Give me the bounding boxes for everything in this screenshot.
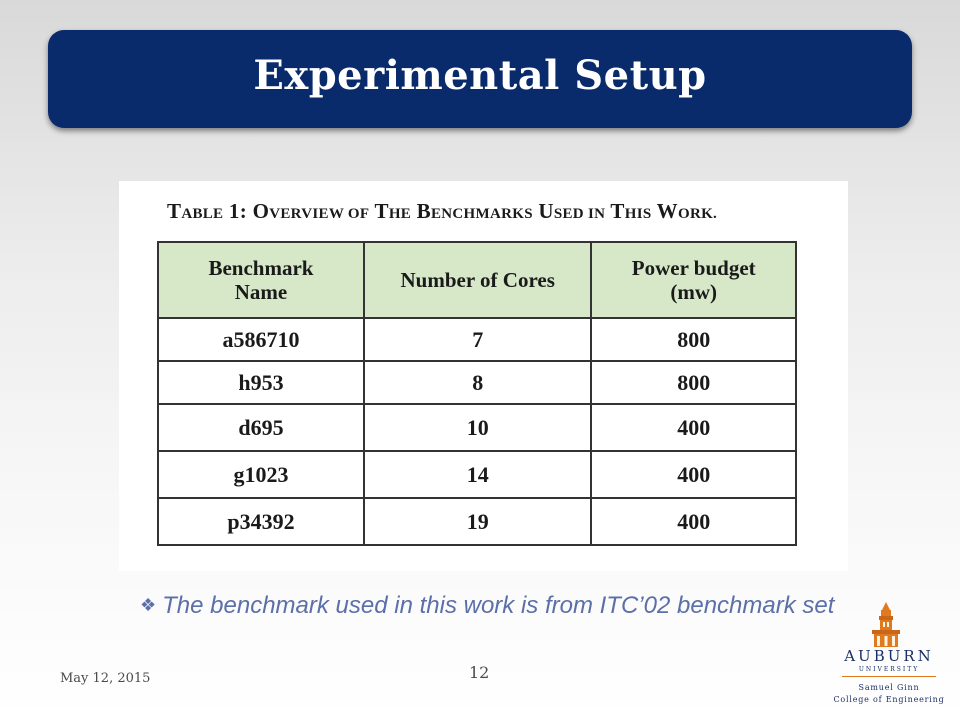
table-row (158, 318, 796, 361)
cell-benchmark-name: p34392 (158, 498, 364, 545)
cell-power-budget: 400 (591, 451, 796, 498)
slide-title: Experimental Setup (253, 51, 707, 99)
footer-date: May 12, 2015 (60, 671, 151, 686)
cell-number-of-cores: 19 (364, 498, 591, 545)
bullet-text: The benchmark used in this work is from ITC’02 benchmark set (162, 592, 835, 619)
cell-benchmark-name: d695 (158, 404, 364, 451)
table-row (158, 451, 796, 498)
cell-number-of-cores: 7 (364, 318, 591, 361)
table-header-row (158, 242, 796, 318)
title-banner (48, 30, 912, 128)
samford-tower-icon (868, 602, 904, 648)
table-row (158, 404, 796, 451)
auburn-engineering-logo (828, 602, 950, 714)
logo-university-text: UNIVERSITY (858, 666, 920, 673)
table-row (158, 498, 796, 545)
cell-benchmark-name: g1023 (158, 451, 364, 498)
logo-auburn-wordmark: AUBURN (844, 647, 934, 665)
table-caption: TABLE 1: OVERVIEW OF THE BENCHMARKS USED IN THIS WORK. (167, 199, 718, 223)
benchmark-table (157, 241, 797, 546)
page-number: 12 (469, 663, 490, 682)
table-row (158, 361, 796, 404)
cell-power-budget: 400 (591, 404, 796, 451)
logo-divider (842, 676, 936, 677)
header-power-budget: Power budget (mw) (591, 242, 796, 318)
bullet-point (140, 584, 880, 629)
benchmark-table-figure (119, 181, 848, 571)
cell-power-budget: 400 (591, 498, 796, 545)
header-benchmark-name: Benchmark Name (158, 242, 364, 318)
cell-number-of-cores: 8 (364, 361, 591, 404)
cell-benchmark-name: h953 (158, 361, 364, 404)
cell-number-of-cores: 10 (364, 404, 591, 451)
diamond-bullet-icon: ❖ (140, 595, 157, 615)
cell-benchmark-name: a586710 (158, 318, 364, 361)
cell-power-budget: 800 (591, 361, 796, 404)
logo-college-text: Samuel Ginn College of Engineering (833, 683, 945, 704)
cell-power-budget: 800 (591, 318, 796, 361)
header-number-of-cores: Number of Cores (364, 242, 591, 318)
cell-number-of-cores: 14 (364, 451, 591, 498)
